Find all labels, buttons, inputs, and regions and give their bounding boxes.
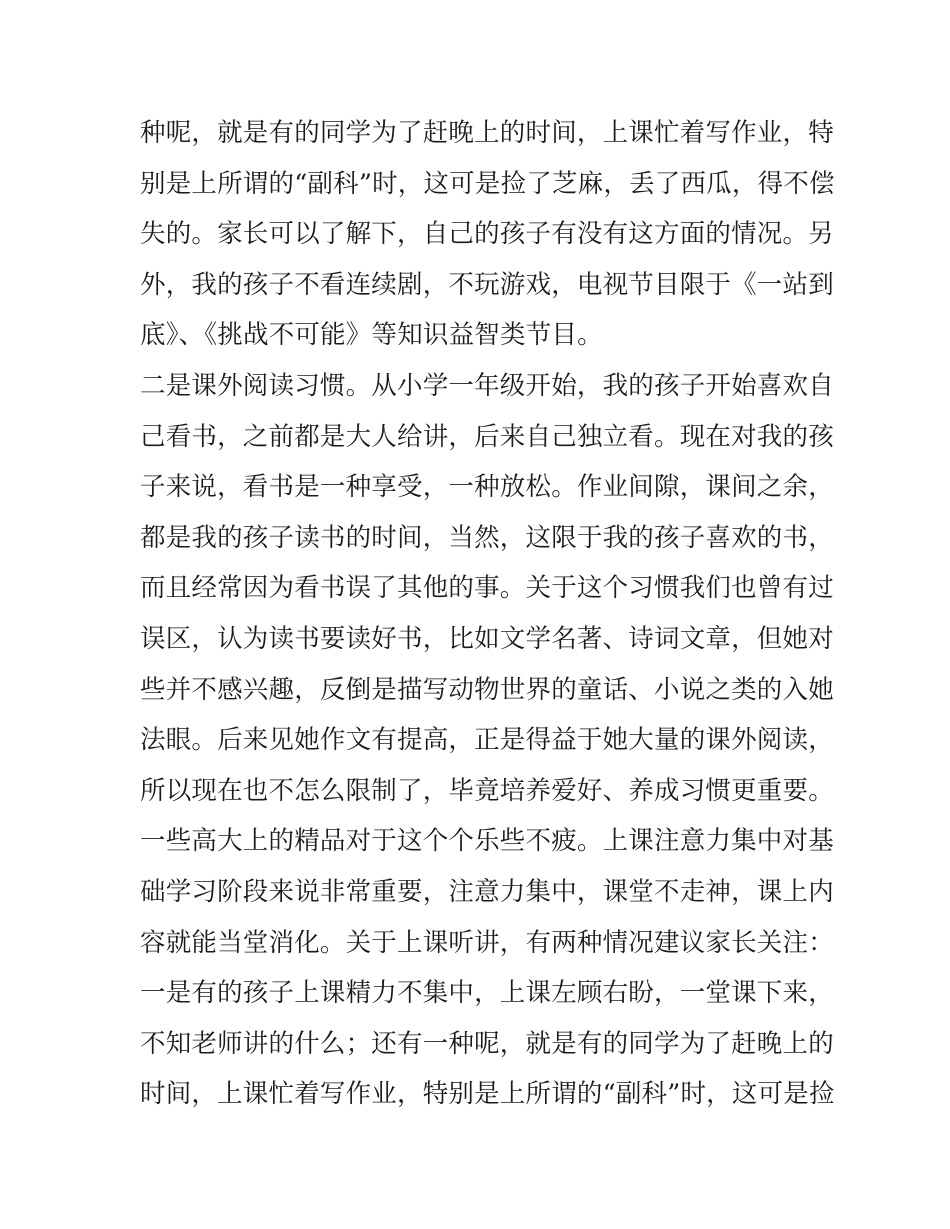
text-line: 所以现在也不怎么限制了，毕竟培养爱好、养成习惯更重要。 bbox=[140, 775, 834, 806]
text-line: 时间，上课忙着写作业，特别是上所谓的“副科”时，这可是捡 bbox=[140, 1079, 835, 1110]
text-line: 些并不感兴趣，反倒是描写动物世界的童话、小说之类的入她 bbox=[140, 674, 834, 705]
text-line: 而且经常因为看书误了其他的事。关于这个习惯我们也曾有过 bbox=[140, 573, 834, 604]
text-line: 础学习阶段来说非常重要，注意力集中，课堂不走神，课上内 bbox=[140, 876, 834, 907]
text-line: 二是课外阅读习惯。从小学一年级开始，我的孩子开始喜欢自 bbox=[140, 370, 834, 401]
text-line: 不知老师讲的什么；还有一种呢，就是有的同学为了赶晚上的 bbox=[140, 1028, 834, 1059]
text-line: 失的。家长可以了解下，自己的孩子有没有这方面的情况。另 bbox=[140, 219, 834, 250]
text-line: 别是上所谓的“副科”时，这可是捡了芝麻，丢了西瓜，得不偿 bbox=[140, 168, 835, 199]
text-line: 底》、《挑战不可能》等知识益智类节目。 bbox=[140, 320, 603, 351]
text-line: 一些高大上的精品对于这个个乐些不疲。上课注意力集中对基 bbox=[140, 826, 834, 857]
text-line: 法眼。后来见她作文有提高，正是得益于她大量的课外阅读， bbox=[140, 725, 834, 756]
text-line: 一是有的孩子上课精力不集中，上课左顾右盼，一堂课下来， bbox=[140, 978, 834, 1009]
text-line: 误区，认为读书要读好书，比如文学名著、诗词文章，但她对 bbox=[140, 623, 834, 654]
text-line: 都是我的孩子读书的时间，当然，这限于我的孩子喜欢的书， bbox=[140, 522, 834, 553]
text-line: 种呢，就是有的同学为了赶晚上的时间，上课忙着写作业，特 bbox=[140, 118, 834, 148]
body-text bbox=[140, 108, 835, 1120]
text-line: 子来说，看书是一种享受，一种放松。作业间隙，课间之余， bbox=[140, 472, 834, 503]
text-line: 外，我的孩子不看连续剧，不玩游戏，电视节目限于《一站到 bbox=[140, 269, 834, 300]
text-line: 容就能当堂消化。关于上课听讲，有两种情况建议家长关注： bbox=[140, 927, 834, 958]
text-line: 己看书，之前都是大人给讲，后来自己独立看。现在对我的孩 bbox=[140, 421, 834, 452]
